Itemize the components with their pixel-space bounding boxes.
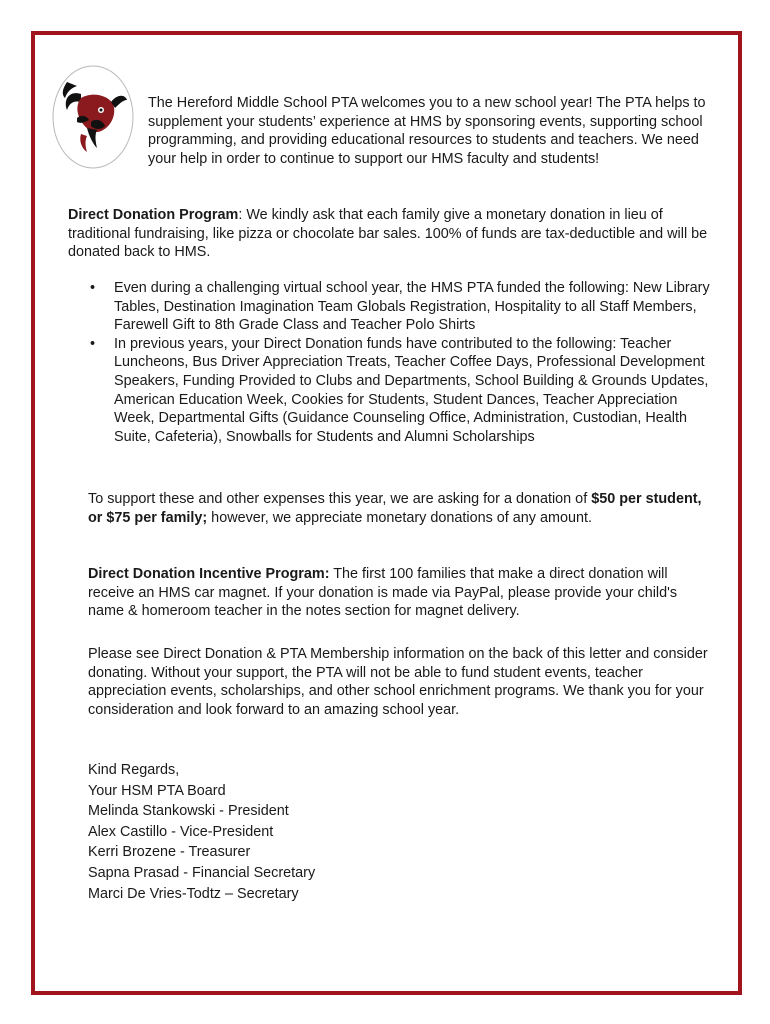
- board-member: Alex Castillo - Vice-President: [88, 823, 274, 840]
- direct-donation-text: : We kindly ask that each family give a monetary donation in lieu of traditional fundraising, like pizza or chocolate bar sales. 100% of funds are tax-deductible and will be donated back to HMS.: [68, 207, 708, 261]
- incentive-text: The first 100 families that make a direct donation will receive an HMS car magnet. If your donation is made via PayPal, please provide your child's name & homeroom teacher in the notes section for magnet delivery.: [88, 566, 678, 620]
- list-item-text: Even during a challenging virtual school year, the HMS PTA funded the following: New Library Tables, Destination Imagination Team Globals Registration, Hospitality to all Staff Members, Farewell Gift to 8th Grade Class and Teacher Polo Shirts: [114, 280, 710, 334]
- hms-mascot-logo-icon: [51, 64, 135, 170]
- incentive-heading: Direct Donation Incentive Program:: [88, 566, 330, 582]
- signoff-block: [88, 760, 315, 904]
- direct-donation-heading: Direct Donation Program: [68, 207, 239, 223]
- board-line: Your HSM PTA Board: [88, 782, 226, 799]
- support-paragraph: [88, 490, 708, 527]
- donation-amount: $50 per student, or $75 per family;: [88, 491, 702, 526]
- board-member: Kerri Brozene - Treasurer: [88, 844, 251, 861]
- bullet-icon: •: [90, 335, 96, 352]
- closing-line: Kind Regards,: [88, 762, 180, 778]
- board-member: Melinda Stankowski - President: [88, 803, 289, 820]
- board-member: Marci De Vries-Todtz – Secretary: [88, 885, 299, 902]
- list-item: [90, 335, 710, 447]
- direct-donation-paragraph: [68, 206, 718, 262]
- list-item-text: In previous years, your Direct Donation funds have contributed to the following: Teacher Luncheons, Bus Driver Appreciation Treats, Teacher Coffee Days, Professional Development Speakers, Funding Provided to Clubs and Departments, School Building & Grounds Updates, American Education Week, Cookies for Students, Student Dances, Teacher Appreciation Week, Departmental Gifts (Guidance Counseling Office, Administration, Custodian, Health Suite, Cafeteria), Snowballs for Students and Alumni Scholarships: [114, 335, 709, 445]
- membership-paragraph: Please see Direct Donation & PTA Membership information on the back of this letter and consider donating. Without your support, the PTA will not be able to fund student events, teacher appreciation events, scholarships, and other school enrichment programs. We thank you for your consideration and look forward to an amazing school year.: [88, 646, 708, 718]
- support-text-before: To support these and other expenses this year, we are asking for a donation of: [88, 491, 592, 507]
- intro-paragraph: The Hereford Middle School PTA welcomes you to a new school year! The PTA helps to supplement your students’ experience at HMS by sponsoring events, supporting school programming, and providing educational resources to students and teachers. We need your help in order to continue to support our HMS faculty and students!: [148, 95, 706, 167]
- bullet-icon: •: [90, 280, 96, 296]
- incentive-paragraph: [88, 565, 708, 621]
- funded-items-list: [90, 279, 710, 446]
- support-text-after: however, we appreciate monetary donations of any amount.: [207, 509, 592, 526]
- board-member: Sapna Prasad - Financial Secretary: [88, 864, 316, 881]
- list-item: [90, 279, 710, 335]
